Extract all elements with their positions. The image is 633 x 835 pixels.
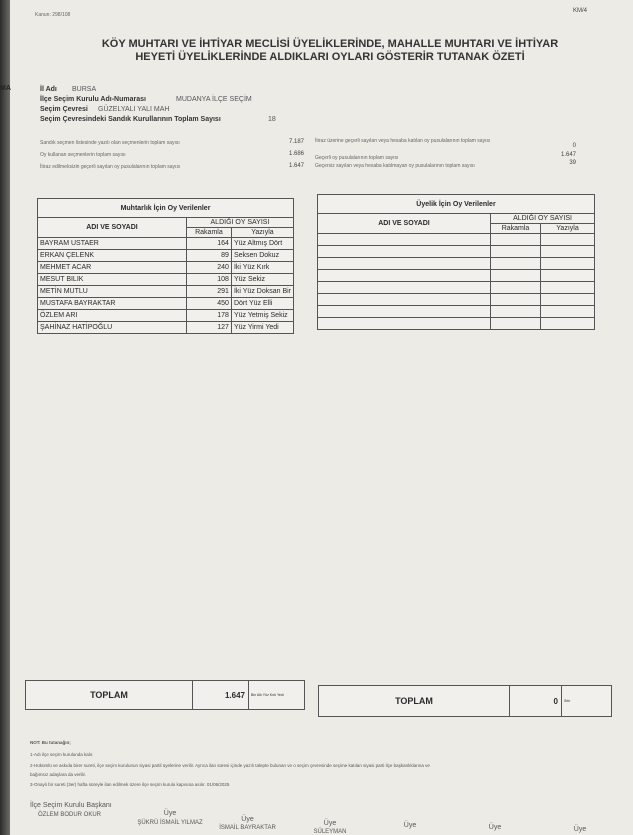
candidate-name: ERKAN ÇELENK xyxy=(38,250,187,262)
candidate-votes: 89 xyxy=(186,250,231,262)
table-row xyxy=(318,282,595,294)
member-title: Üye xyxy=(488,824,502,831)
note-line: 3-Onaylı bir sureti (3er) hafta süreyle ilan edilmek üzere ilçe seçim kurulu kapısına asılır. 01/06/2025 xyxy=(30,782,230,787)
total-votes-words: Bin Altı Yüz Kırk Yedi xyxy=(251,693,284,697)
candidate-name: ÖZLEM ARI xyxy=(38,310,187,322)
uyelik-total-row xyxy=(318,685,612,717)
table-row xyxy=(38,310,294,322)
stat-label-invalid: Geçersiz sayılan veya hesaba katılmayan oy pusulalarının toplam sayısı xyxy=(315,163,475,169)
stat-label-valid-no-objection: İtiraz edilmeksizin geçerli sayılan oy pusulalarının toplam sayısı xyxy=(40,164,181,170)
candidate-votes-words: İki Yüz Doksan Bir xyxy=(231,286,293,298)
table-row xyxy=(318,306,595,318)
table-row xyxy=(38,286,294,298)
document-title-line2: HEYETİ ÜYELİKLERİNDE ALDIKLARI OYLARI GÖSTERİR TUTANAK ÖZETİ xyxy=(135,51,525,63)
column-header-digits: Rakamla xyxy=(186,228,231,238)
table-row xyxy=(318,234,595,246)
member-title: Üye xyxy=(241,816,254,823)
total-votes-words: Sıfır xyxy=(564,699,571,703)
column-header-votes: ALDIĞI OY SAYISI xyxy=(491,214,595,224)
table-header-row xyxy=(318,195,595,214)
candidate-votes-words: Yüz Altmış Dört xyxy=(231,238,293,250)
stat-label-valid-total: Geçerli oy pusulalarının toplam sayısı xyxy=(315,155,399,161)
candidate-votes: 108 xyxy=(186,274,231,286)
uyelik-votes-table xyxy=(317,194,595,330)
info-value-sandik-sayisi: 18 xyxy=(268,116,276,123)
note-line: 1-Adı ilçe seçim kurulunda kalır. xyxy=(30,752,94,757)
document-title-line1: KÖY MUHTARI VE İHTİYAR MECLİSİ ÜYELİKLERİNDE, MAHALLE MUHTARI VE İHTİYAR xyxy=(101,38,559,50)
column-header-name: ADI VE SOYADI xyxy=(38,218,187,238)
stat-label-registered: Sandık seçmen listesinde yazılı olan seçmenlerin toplam sayısı xyxy=(40,140,180,146)
candidate-votes-words: Dört Yüz Elli xyxy=(231,298,293,310)
candidate-name: ŞAHİNAZ HATİPOĞLU xyxy=(38,322,187,334)
law-reference: Kanun: 298/108 xyxy=(35,12,71,18)
table-row xyxy=(38,262,294,274)
stat-value-voted: 1.686 xyxy=(288,151,304,157)
column-header-words: Yazıyla xyxy=(541,224,595,234)
table-row xyxy=(318,258,595,270)
info-label-secim-cevresi: Seçim Çevresi xyxy=(40,106,88,113)
table-row xyxy=(318,246,595,258)
candidate-name: METİN MUTLU xyxy=(38,286,187,298)
candidate-votes: 240 xyxy=(186,262,231,274)
info-label-ilce-kurulu: İlçe Seçim Kurulu Adı-Numarası xyxy=(40,96,146,103)
table-row xyxy=(38,298,294,310)
table-row xyxy=(318,294,595,306)
stat-value-invalid: 39 xyxy=(569,160,576,166)
total-votes: 0 xyxy=(510,686,562,716)
info-value-secim-cevresi: GÜZELYALI YALI MAH xyxy=(98,106,170,113)
candidate-votes: 450 xyxy=(186,298,231,310)
table-title: Muhtarlık İçin Oy Verilenler xyxy=(38,199,294,218)
member-name: İSMAİL BAYRAKTAR xyxy=(219,825,276,831)
candidate-votes: 291 xyxy=(186,286,231,298)
member-title: Üye xyxy=(323,820,337,827)
total-label: TOPLAM xyxy=(26,681,193,709)
stat-value-registered: 7.187 xyxy=(288,139,304,145)
info-value-il: BURSA xyxy=(72,86,97,93)
table-row xyxy=(38,274,294,286)
column-header-name: ADI VE SOYADI xyxy=(318,214,491,234)
stat-value-valid-total: 1.647 xyxy=(560,152,576,158)
table-row xyxy=(38,322,294,334)
member-title: Üye xyxy=(163,810,177,817)
column-header-digits: Rakamla xyxy=(491,224,541,234)
table-row xyxy=(38,250,294,262)
stat-label-voted: Oy kullanan seçmenlerin toplam sayısı xyxy=(40,152,126,158)
candidate-name: MEHMET ACAR xyxy=(38,262,187,274)
stat-label-objection-valid: İtiraz üzerine geçerli sayılan veya hesaba katılan oy pusulalarının toplam sayısı xyxy=(315,138,491,144)
candidate-votes-words: Yüz Sekiz xyxy=(231,274,293,286)
stat-value-objection-valid: 0 xyxy=(572,143,576,149)
table-row xyxy=(318,270,595,282)
info-label-il: İl Adı xyxy=(40,86,57,93)
candidate-votes: 178 xyxy=(186,310,231,322)
margin-mark: MA xyxy=(0,85,11,92)
muhtar-votes-table xyxy=(37,198,294,334)
candidate-votes-words: Yüz Yirmi Yedi xyxy=(231,322,293,334)
muhtar-total-row xyxy=(25,680,305,710)
candidate-votes: 164 xyxy=(186,238,231,250)
table-header-row xyxy=(38,199,294,218)
table-header-row xyxy=(318,214,595,224)
stat-value-valid-no-objection: 1.647 xyxy=(288,163,304,169)
table-row xyxy=(38,238,294,250)
candidate-name: MUSTAFA BAYRAKTAR xyxy=(38,298,187,310)
page-edge-shadow xyxy=(0,0,10,835)
candidate-name: BAYRAM USTAER xyxy=(38,238,187,250)
member-name: SÜLEYMAN xyxy=(313,829,347,835)
column-header-words: Yazıyla xyxy=(231,228,293,238)
chair-title: İlçe Seçim Kurulu Başkanı xyxy=(30,802,112,809)
candidate-votes-words: Seksen Dokuz xyxy=(231,250,293,262)
member-name: ŞÜKRÜ İSMAİL YILMAZ xyxy=(137,820,203,826)
form-code: KM/4 xyxy=(573,8,588,14)
member-title: Üye xyxy=(403,822,417,829)
note-heading: NOT: Bu tutanağın; xyxy=(30,740,71,745)
table-row xyxy=(318,318,595,330)
note-line: bağımsız adaylara da verilir. xyxy=(30,772,87,777)
candidate-votes-words: İki Yüz Kırk xyxy=(231,262,293,274)
chair-name: ÖZLEM BODUR OKUR xyxy=(38,812,102,818)
table-header-row xyxy=(38,218,294,228)
candidate-votes: 127 xyxy=(186,322,231,334)
info-value-ilce-kurulu: MUDANYA İLÇE SEÇİM xyxy=(176,96,252,103)
column-header-votes: ALDIĞI OY SAYISI xyxy=(186,218,293,228)
info-label-sandik-sayisi: Seçim Çevresindeki Sandık Kurullarının Toplam Sayısı xyxy=(40,116,221,123)
note-line: 2-Hükümlü ve askıda birer sureti, ilçe seçim kurulunun siyasi partil üyelerine verilir. Ayrıca ilan süresi içinde yazılı talepte bulunan ve o seçim çevresinde seçime katılan siyasi parti ilçe başkanlıklarına ve xyxy=(30,763,430,768)
total-votes: 1.647 xyxy=(193,681,249,709)
member-title: Üye xyxy=(573,826,587,833)
candidate-votes-words: Yüz Yetmiş Sekiz xyxy=(231,310,293,322)
candidate-name: MESUT BILIK xyxy=(38,274,187,286)
table-title: Üyelik İçin Oy Verilenler xyxy=(318,195,595,214)
total-label: TOPLAM xyxy=(319,686,510,716)
